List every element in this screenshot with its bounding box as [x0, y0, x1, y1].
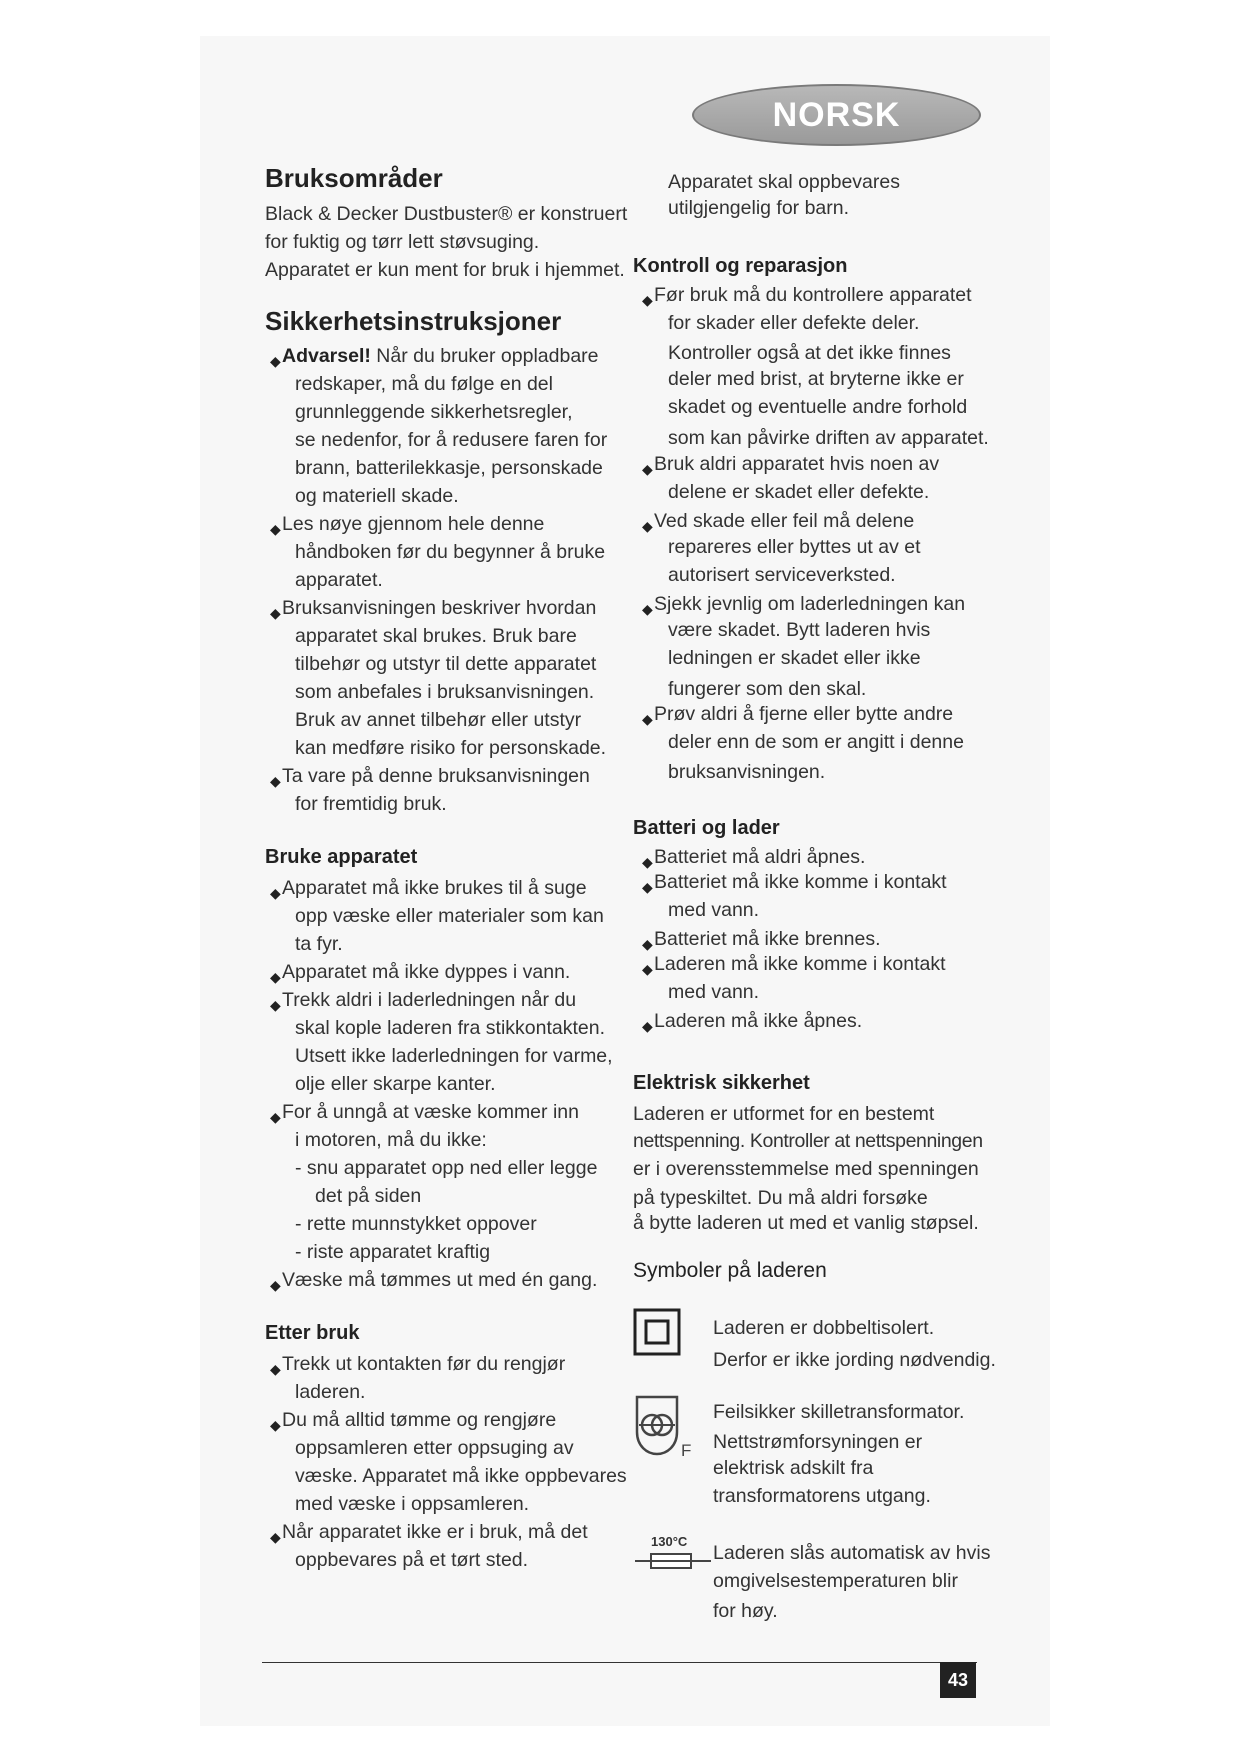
text-line: Trekk ut kontakten før du rengjør	[282, 1353, 566, 1375]
text-line: Apparatet skal oppbevares	[668, 171, 900, 193]
section-title-sikkerhet: Sikkerhetsinstruksjoner	[265, 306, 562, 336]
text-line: Laderen er dobbeltisolert.	[713, 1317, 935, 1339]
bullet-icon: ◆	[642, 461, 653, 477]
text-line: olje eller skarpe kanter.	[295, 1073, 496, 1095]
bullet-icon: ◆	[642, 711, 653, 727]
text-line: Væske må tømmes ut med én gang.	[282, 1269, 598, 1291]
text-line: med vann.	[668, 899, 760, 921]
language-badge	[692, 84, 981, 146]
text-line: Laderen må ikke komme i kontakt	[654, 953, 946, 975]
text-line: Når apparatet ikke er i bruk, må det	[282, 1521, 588, 1543]
bullet-icon: ◆	[642, 292, 653, 308]
text-line: autorisert serviceverksted.	[668, 564, 896, 586]
text-line: kan medføre risiko for personskade.	[295, 737, 607, 759]
bullet-icon: ◆	[642, 518, 653, 534]
text-line: Du må alltid tømme og rengjøre	[282, 1409, 557, 1431]
text-line: Apparatet må ikke brukes til å suge	[282, 877, 587, 899]
text-line: som kan påvirke driften av apparatet.	[668, 427, 989, 449]
text-line: for høy.	[713, 1600, 778, 1622]
bullet-icon: ◆	[270, 1417, 281, 1433]
text-line: Batteriet må ikke komme i kontakt	[654, 871, 947, 893]
text-line: laderen.	[295, 1381, 366, 1403]
text-line: Trekk aldri i laderledningen når du	[282, 989, 577, 1011]
text-line: væske. Apparatet må ikke oppbevares	[295, 1465, 627, 1487]
bullet-icon: ◆	[270, 353, 281, 369]
bullet-icon: ◆	[270, 1529, 281, 1545]
text-line: håndboken før du begynner å bruke	[295, 541, 606, 563]
text-line: Før bruk må du kontrollere apparatet	[654, 284, 972, 306]
text-line: Feilsikker skilletransformator.	[713, 1401, 965, 1423]
section-title-symboler: Symboler på laderen	[633, 1259, 827, 1282]
bullet-icon: ◆	[642, 601, 653, 617]
text-line: - snu apparatet opp ned eller legge	[295, 1157, 598, 1179]
text-line: apparatet.	[295, 569, 383, 591]
section-title-batteri: Batteri og lader	[633, 817, 780, 839]
text-line: Utsett ikke laderledningen for varme,	[295, 1045, 613, 1067]
text-line: som anbefales i bruksanvisningen.	[295, 681, 595, 703]
text-line: omgivelsestemperaturen blir	[713, 1570, 958, 1592]
bullet-icon: ◆	[270, 773, 281, 789]
page-number: 43	[940, 1662, 976, 1698]
text-line: Kontroller også at det ikke finnes	[668, 342, 951, 364]
text-line: skal kople laderen fra stikkontakten.	[295, 1017, 606, 1039]
text-line	[282, 344, 599, 368]
svg-text:F: F	[681, 1441, 692, 1460]
text-line: apparatet skal brukes. Bruk bare	[295, 625, 577, 647]
text-line: Derfor er ikke jording nødvendig.	[713, 1349, 996, 1371]
text-line: transformatorens utgang.	[713, 1485, 931, 1507]
text-line: Laderen er utformet for en bestemt	[633, 1103, 935, 1125]
text-line: For å unngå at væske kommer inn	[282, 1101, 579, 1123]
text-line: med vann.	[668, 981, 760, 1003]
text-line: Laderen slås automatisk av hvis	[713, 1542, 991, 1564]
section-title-bruksomrader: Bruksområder	[265, 163, 443, 193]
text-line: i motoren, må du ikke:	[295, 1129, 487, 1151]
bullet-icon: ◆	[642, 854, 653, 870]
text-line: være skadet. Bytt laderen hvis	[668, 619, 931, 641]
text-line: ta fyr.	[295, 933, 343, 955]
text-line: med væske i oppsamleren.	[295, 1493, 530, 1515]
text-line: Apparatet må ikke dyppes i vann.	[282, 961, 571, 983]
section-title-bruke: Bruke apparatet	[265, 846, 418, 868]
section-title-etter: Etter bruk	[265, 1322, 360, 1344]
text-line: - rette munnstykket oppover	[295, 1213, 537, 1235]
text-line: for fremtidig bruk.	[295, 793, 447, 815]
bullet-icon: ◆	[270, 1361, 281, 1377]
text-line: Bruk av annet tilbehør eller utstyr	[295, 709, 582, 731]
text-line: elektrisk adskilt fra	[713, 1457, 874, 1479]
text-line: ledningen er skadet eller ikke	[668, 647, 921, 669]
text-line: skadet og eventuelle andre forhold	[668, 396, 968, 418]
text-line: for fuktig og tørr lett støvsuging.	[265, 231, 540, 253]
bullet-icon: ◆	[270, 969, 281, 985]
bullet-icon: ◆	[270, 1109, 281, 1125]
text-line: brann, batterilekkasje, personskade	[295, 457, 603, 479]
bullet-icon: ◆	[270, 997, 281, 1013]
bullet-icon: ◆	[642, 961, 653, 977]
warning-label: Advarsel!	[282, 345, 371, 367]
text-line: grunnleggende sikkerhetsregler,	[295, 401, 573, 423]
text-line: redskaper, må du følge en del	[295, 373, 553, 395]
text-line: Prøv aldri å fjerne eller bytte andre	[654, 703, 954, 725]
text-line: Nettstrømforsyningen er	[713, 1431, 923, 1453]
text-line: Bruksanvisningen beskriver hvordan	[282, 597, 597, 619]
text-line: - riste apparatet kraftig	[295, 1241, 491, 1263]
text-line: se nedenfor, for å redusere faren for	[295, 429, 608, 451]
text-line: Ta vare på denne bruksanvisningen	[282, 765, 590, 787]
text-line: Når du bruker oppladbare	[376, 345, 599, 367]
text-line: Apparatet er kun ment for bruk i hjemmet.	[265, 259, 625, 281]
language-label: NORSK	[772, 95, 901, 134]
text-line: Les nøye gjennom hele denne	[282, 513, 545, 535]
thermal-fuse-icon	[633, 1550, 713, 1572]
text-line: delene er skadet eller defekte.	[668, 481, 930, 503]
double-insulation-icon	[633, 1308, 681, 1356]
text-line: å bytte laderen ut med et vanlig støpsel.	[633, 1212, 979, 1234]
text-line: deler enn de som er angitt i denne	[668, 731, 964, 753]
text-line: nettspenning. Kontroller at nettspenningen	[633, 1130, 983, 1152]
bullet-icon: ◆	[270, 885, 281, 901]
temperature-label: 130°C	[651, 1534, 688, 1549]
text-line: oppbevares på et tørt sted.	[295, 1549, 529, 1571]
bullet-icon: ◆	[642, 936, 653, 952]
bullet-icon: ◆	[642, 879, 653, 895]
text-line: opp væske eller materialer som kan	[295, 905, 604, 927]
text-line: Batteriet må aldri åpnes.	[654, 846, 866, 868]
bullet-icon: ◆	[270, 605, 281, 621]
section-title-kontroll: Kontroll og reparasjon	[633, 255, 848, 277]
text-line: deler med brist, at bryterne ikke er	[668, 368, 964, 390]
text-line: repareres eller byttes ut av et	[668, 536, 921, 558]
text-line: er i overensstemmelse med spenningen	[633, 1158, 979, 1180]
text-line: utilgjengelig for barn.	[668, 197, 850, 219]
text-line: og materiell skade.	[295, 485, 459, 507]
text-line: for skader eller defekte deler.	[668, 312, 920, 334]
text-line: tilbehør og utstyr til dette apparatet	[295, 653, 597, 675]
text-line: det på siden	[315, 1185, 422, 1207]
section-title-elektrisk: Elektrisk sikkerhet	[633, 1072, 810, 1094]
text-line: bruksanvisningen.	[668, 761, 826, 783]
text-line: fungerer som den skal.	[668, 678, 867, 700]
text-line: Batteriet må ikke brennes.	[654, 928, 881, 950]
bullet-icon: ◆	[270, 521, 281, 537]
text-line: Ved skade eller feil må delene	[654, 510, 915, 532]
text-line: på typeskiltet. Du må aldri forsøke	[633, 1187, 928, 1209]
text-line: Bruk aldri apparatet hvis noen av	[654, 453, 940, 475]
bullet-icon: ◆	[642, 1018, 653, 1034]
text-line: Laderen må ikke åpnes.	[654, 1010, 863, 1032]
footer-rule	[262, 1662, 977, 1663]
text-line: oppsamleren etter oppsuging av	[295, 1437, 574, 1459]
text-line: Sjekk jevnlig om laderledningen kan	[654, 593, 966, 615]
bullet-icon: ◆	[270, 1277, 281, 1293]
safety-transformer-icon	[633, 1394, 693, 1460]
text-line: Black & Decker Dustbuster® er konstruert	[265, 203, 628, 225]
